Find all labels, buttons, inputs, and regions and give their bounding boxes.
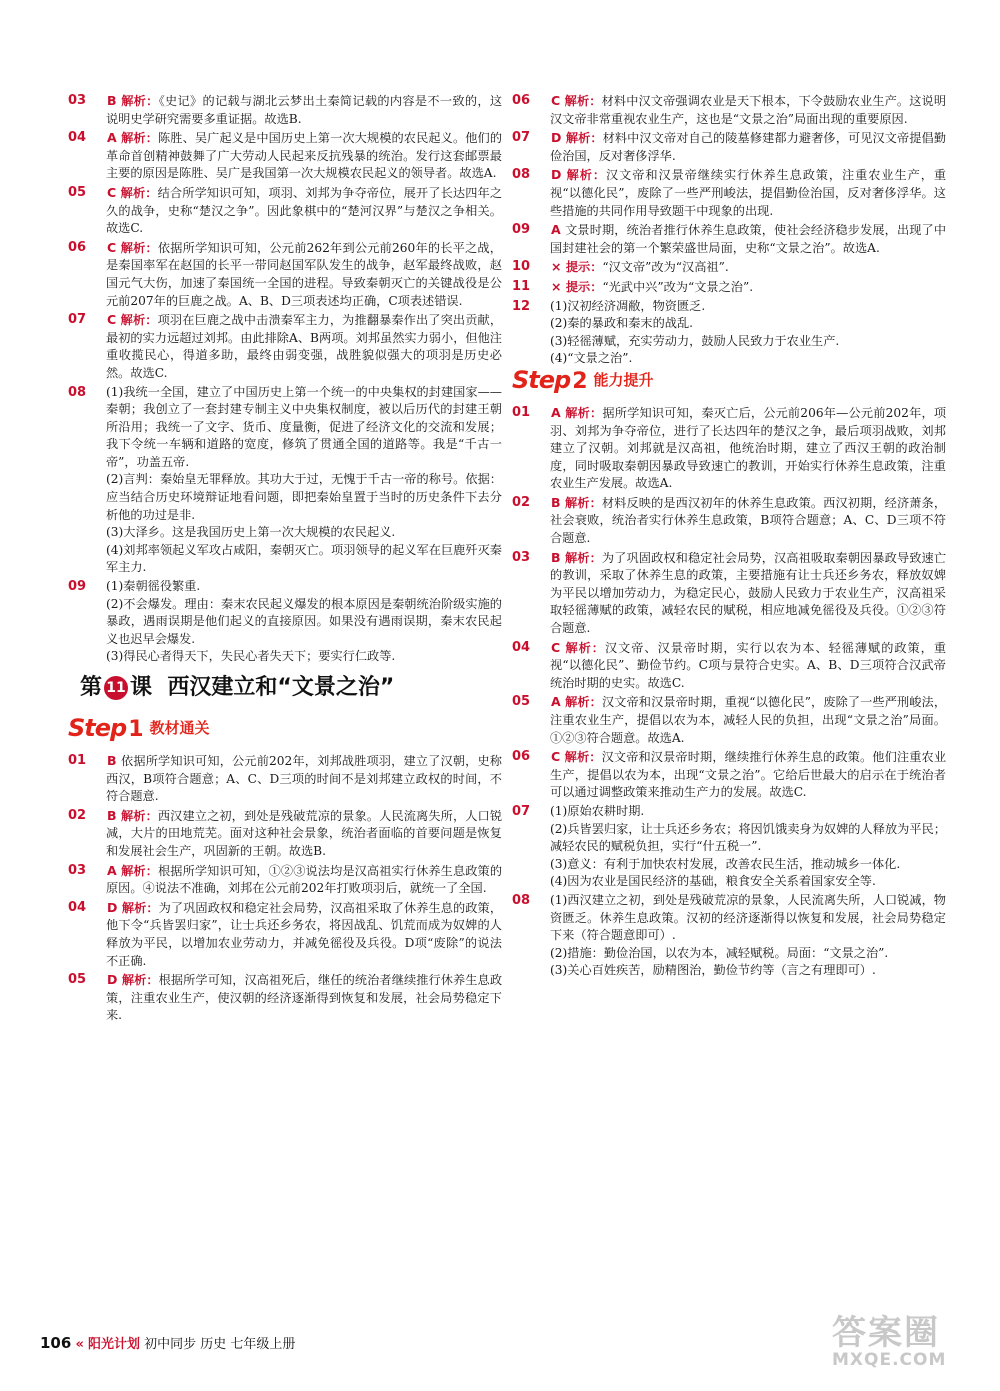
lesson-title [80,676,502,716]
sub-answer: (4)“文景之治”. [550,351,633,366]
item-number: 02 [512,494,531,510]
analysis-label: 解析： [565,640,605,655]
answer-letter: C [107,239,121,255]
analysis-label: 解析： [565,550,602,565]
analysis-label: 解析： [566,168,606,183]
answer-letter: A [107,130,122,146]
item-text: 汉文帝和汉景帝时期，重视“以德化民”，废除了一些严刑峻法，注重农业生产，提倡以农为本，减轻人民的负担，出现“文景之治”局面。①②③符合题意。故选A. [550,695,947,745]
sub-answer: (1)我统一全国，建立了中国历史上第一个统一的中央集权的封建国家——秦朝；我创立了一套封建专制主义中央集权制度，被以后历代的封建王朝所沿用；我统一了文字、货币、度量衡，促进了经济文化的交流和发展；我下令统一车辆和道路的宽度，修筑了贯通全国的道路等。我是“千古一帝”，功盖五帝. [106,384,502,469]
answer-letter: B [107,753,122,768]
answer-letter: C [551,93,565,108]
item-text: 根据所学可知，汉高祖死后，继任的统治者继续推行休养生息政策，注重农业生产，使汉朝的经济逐渐得到恢复和发展，社会局势稳定下来. [106,973,503,1023]
sub-answer: (3)得民心者得天下，失民心者失天下；要实行仁政等. [106,649,396,664]
item-text: 据所学知识可知，秦灭亡后，公元前206年—公元前202年，项羽、刘邦为争夺帝位，进行了长达四年的楚汉之争，最后项羽战败，刘邦建立了汉朝。刘邦就是汉高祖，他统治时期，建立了西汉王朝的政治制度，同时吸取秦朝因暴政导致速亡的教训，开始实行休养生息政策，注重农业生产发展。故选A. [550,405,947,491]
watermark-url: MXQE.COM [832,1350,947,1370]
item-number: 07 [68,312,87,328]
answer-item [68,578,502,666]
answer-item [512,298,946,368]
answer-letter: A [551,404,566,420]
sub-answer: (3)意义：有利于加快农村发展，改善农民生活，推动城乡一体化. [550,856,901,871]
sub-answer: (1)原始农耕时期. [550,803,645,818]
analysis-label: 解析： [564,750,602,765]
sub-answer: (2)兵皆罢归家，让士兵还乡务农；将因饥饿卖身为奴婢的人释放为平民；减轻农民的赋税负担，实行“什五税一”. [550,821,946,854]
item-number: 02 [68,807,87,823]
answer-letter: B [107,93,122,108]
item-number: 11 [512,278,531,294]
analysis-label: 解析： [121,900,159,915]
step-word: Step [512,365,571,394]
watermark-logo [832,1305,972,1373]
left-items-2 [68,752,502,1025]
answer-item [512,549,946,638]
lesson-prefix: 第 [80,675,103,700]
brand-name: 阳光计划 [88,1337,141,1352]
lesson-number-badge: 11 [104,676,128,700]
item-number: 05 [68,972,87,988]
item-text: 项羽在巨鹿之战中击溃秦军主力，为推翻暴秦作出了突出贡献，最初的实力远超过刘邦。由此排除A、B两项。刘邦虽然实力弱小，但他注重收揽民心，得道多助，最终由弱变强，战胜貌似强大的项羽是历史必然。故选C. [106,313,503,380]
sub-answer: (4)刘邦率领起义军攻占咸阳，秦朝灭亡。项羽领导的起义军在巨鹿歼灭秦军主力. [106,542,502,575]
item-number: 04 [68,899,87,915]
step-title: 教材通关 [149,719,210,737]
item-number: 06 [68,239,87,255]
answer-item [512,639,946,693]
answer-item [512,404,946,493]
answer-item [512,494,946,548]
answer-letter: D [551,130,566,146]
sub-answer: (1)汉初经济凋敝，物资匮乏. [550,298,706,313]
answer-item [512,892,946,980]
analysis-label: 解析： [121,808,158,823]
chevrons-icon: « [75,1337,84,1352]
answer-item [68,92,502,128]
analysis-label: 解析： [565,405,603,420]
answer-letter: B [107,807,121,823]
sub-answer: (3)关心百姓疾苦，励精图治，勤俭节约等（言之有理即可）. [550,963,876,978]
answer-letter: D [551,167,567,183]
right-column [512,92,946,981]
item-text: “光武中兴”改为“文景之治”. [602,279,754,294]
answer-letter: C [551,749,565,765]
item-number: 09 [68,579,87,595]
sub-answer: (2)措施：勤俭治国，以农为本，减轻赋税。局面：“文景之治”. [550,945,889,960]
sub-answer: (4)因为农业是国民经济的基础，粮食安全关系着国家安全等. [550,874,876,889]
analysis-label: 解析： [564,94,602,108]
item-text: 为了巩固政权和稳定社会局势，汉高祖吸取秦朝因暴政导致速亡的教训，采取了休养生息的政策，主要措施有让士兵还乡务农，释放奴婢为平民以增加劳动力，为稳定民心，鼓励人民致力于农业生产，汉高祖采取轻徭薄赋的政策，减轻农民的赋税，相应地减免徭役及兵役。①②③符合题意. [550,550,947,636]
analysis-label: 解析： [565,695,602,710]
page-number: 106 [40,1334,72,1352]
right-items-2 [512,404,946,980]
answer-item [68,384,502,578]
answer-item [68,184,502,238]
item-number: 05 [68,184,87,200]
answer-item [512,258,946,277]
item-text: 汉文帝和汉景帝时期，继续推行休养生息的政策。他们注重农业生产，提倡以农为本，出现“文景之治”。它给后世最大的启示在于统治者可以通过调整政策来推动生产力的发展。故选C. [550,750,947,800]
answer-item [68,129,502,183]
item-text: 汉文帝和汉景帝继续实行休养生息政策，注重农业生产，重视“以德化民”，废除了一些严刑峻法，提倡勤俭治国，反对奢侈浮华。这些措施的共同作用导致题干中现象的出现. [550,168,947,218]
answer-item [68,899,502,970]
analysis-label: 解析： [121,131,159,146]
analysis-label: 提示： [565,279,603,294]
item-text: 材料中汉文帝强调农业是天下根本，下令鼓励农业生产。这说明汉文帝非常重视农业生产，这也是“文景之治”局面出现的重要原因. [550,94,947,126]
item-number: 10 [512,259,531,275]
item-number: 03 [512,549,531,565]
item-number: 08 [512,167,531,183]
answer-letter: C [107,184,121,200]
item-number: 01 [68,753,87,768]
step-2-heading [512,365,946,400]
answer-letter: A [107,862,122,878]
item-number: 06 [512,93,531,108]
answer-letter: B [551,494,565,510]
item-text: 材料中汉文帝对自己的陵墓修建都力避奢侈，可见汉文帝提倡勤俭治国，反对奢侈浮华. [550,131,947,163]
analysis-label: 解析： [121,973,159,988]
answer-item [68,752,502,806]
item-number: 08 [512,892,531,908]
lesson-name: 西汉建立和“文景之治” [167,675,395,700]
sub-answer: (2)不会爆发。理由：秦末农民起义爆发的根本原因是秦朝统治阶级实施的暴政，遇雨误期是他们起义的直接原因。如果没有遇雨误期，秦末农民起义也迟早会爆发. [106,596,502,646]
answer-letter: C [551,639,566,655]
item-number: 09 [512,222,531,238]
answer-letter: C [107,312,121,328]
sub-answer: (2)秦的暴政和秦末的战乱. [550,316,694,331]
step-1-heading [68,714,502,748]
item-text: 依据所学知识可知，公元前262年到公元前260年的长平之战，是秦国率军在赵国的长平一带同赵国军队发生的战争，赵军最终战败，赵国元气大伤，加速了秦国统一全国的进程。导致秦朝灭亡的关键战役是公元前207年的巨鹿之战。A、B、D三项表述均正确，C项表述错误. [106,240,502,308]
item-text: 陈胜、吴广起义是中国历史上第一次大规模的农民起义。他们的革命首创精神鼓舞了广大劳动人民起来反抗残暴的统治。发行这套邮票最主要的原因是陈胜、吴广是我国第一次大规模农民起义的领导者。故选A. [106,131,503,181]
sub-answer: (1)西汉建立之初，到处是残破荒凉的景象，人民流离失所，人口锐减，物资匮乏。休养生息政策。汉初的经济逐渐得以恢复和发展，社会局势稳定下来（符合题意即可）. [550,892,946,943]
sub-answer: (3)大泽乡。这是我国历史上第一次大规模的农民起义. [106,525,396,540]
answer-letter: × [551,259,566,275]
answer-item [512,278,946,297]
step-number: 1 [128,717,144,742]
item-text: 材料反映的是西汉初年的休养生息政策。西汉初期，经济萧条，社会衰败，统治者实行休养生息政策，B项符合题意；A、C、D三项不符合题意. [550,495,947,546]
item-text: 汉文帝、汉景帝时期，实行以农为本、轻徭薄赋的政策，重视“以德化民”、勤俭节约。C项与景符合史实。A、B、D三项符合汉武帝统治时期的史实。故选C. [550,640,947,690]
item-number: 07 [512,130,531,146]
answer-item [512,166,946,220]
sub-answer: (1)秦朝徭役繁重. [106,579,201,594]
item-text: 结合所学知识可知，项羽、刘邦为争夺帝位，展开了长达四年之久的战争，史称“楚汉之争”。因此象棋中的“楚河汉界”与楚汉之争相关。故选C. [106,185,503,236]
answer-letter: × [551,278,566,294]
answer-item [512,748,946,802]
book-title: 初中同步 历史 七年级上册 [144,1337,296,1352]
step-title: 能力提升 [593,370,654,389]
item-text: 《史记》的记载与湖北云梦出土秦简记载的内容是不一致的，这说明史学研究需要多重证据。故选B. [106,94,503,126]
sub-answer: (2)言判：秦始皇无罪释放。其功大于过，无愧于千古一帝的称号。依据：应当结合历史环境辩证地看问题，即把秦始皇置于当时的历史条件下去分析他的功过是非. [106,472,502,522]
lesson-suffix: 课 [130,675,153,700]
analysis-label: 解析： [121,94,159,108]
step-number: 2 [572,368,588,394]
item-number: 12 [512,298,531,314]
answer-letter: A [551,222,566,238]
analysis-label: 解析： [120,240,158,255]
item-text: 为了巩固政权和稳定社会局势，汉高祖采取了休养生息的政策，他下令“兵皆罢归家”，让士兵还乡务农，将因战乱、饥荒而成为奴婢的人释放为平民，以增加农业劳动力，并减免徭役及兵役。D项“废除”的说法不正确. [106,900,503,968]
analysis-label: 解析： [120,185,158,200]
step-word: Step [68,714,127,742]
answer-item [512,693,946,747]
item-number: 03 [68,93,87,108]
answer-item [512,92,946,128]
answer-item [68,971,502,1025]
analysis-label: 解析： [565,495,602,510]
answer-item [512,129,946,165]
item-number: 08 [68,384,87,400]
item-number: 04 [68,130,87,146]
watermark-text: 答案圈 [832,1313,940,1353]
page-footer [40,1333,295,1352]
answer-item [512,803,946,891]
sub-answer: (3)轻徭薄赋，充实劳动力，鼓励人民致力于农业生产. [550,333,840,348]
item-text: 根据所学知识可知，①②③说法均是汉高祖实行休养生息政策的原因。④说法不准确，刘邦在公元前202年打败项羽后，就统一了全国. [106,863,503,896]
item-text: “汉文帝”改为“汉高祖”. [602,260,729,275]
item-text: 文景时期，统治者推行休养生息政策，使社会经济稳步发展，出现了中国封建社会的第一个繁荣盛世局面，史称“文景之治”。故选A. [550,223,947,255]
answer-letter: D [107,972,122,988]
item-number: 05 [512,694,531,710]
left-column [68,92,502,1026]
item-number: 04 [512,639,531,655]
answer-item [68,807,502,861]
analysis-label: 解析： [120,313,158,328]
analysis-label: 解析： [565,131,603,146]
item-number: 06 [512,749,531,765]
analysis-label: 解析： [121,863,159,878]
item-number: 03 [68,862,87,878]
right-items [512,92,946,368]
item-number: 07 [512,803,531,819]
left-items [68,92,502,666]
analysis-label: 提示： [565,260,603,275]
answer-item [68,862,502,898]
answer-letter: A [551,694,566,710]
answer-item [68,239,502,310]
answer-letter: D [107,899,122,915]
answer-item [68,311,502,382]
item-text: 西汉建立之初，到处是残破荒凉的景象。人民流离失所，人口锐减，大片的田地荒芜。面对这种社会景象，统治者面临的首要问题是恢复和发展社会生产，巩固新的王朝。故选B. [106,808,503,858]
item-text: 依据所学知识可知，公元前202年，刘邦战胜项羽，建立了汉朝，史称西汉，B项符合题意；A、C、D三项的时间不是刘邦建立政权的时间，不符合题意. [106,754,502,804]
answer-item [512,221,946,257]
item-number: 01 [512,404,531,420]
answer-letter: B [551,549,565,565]
